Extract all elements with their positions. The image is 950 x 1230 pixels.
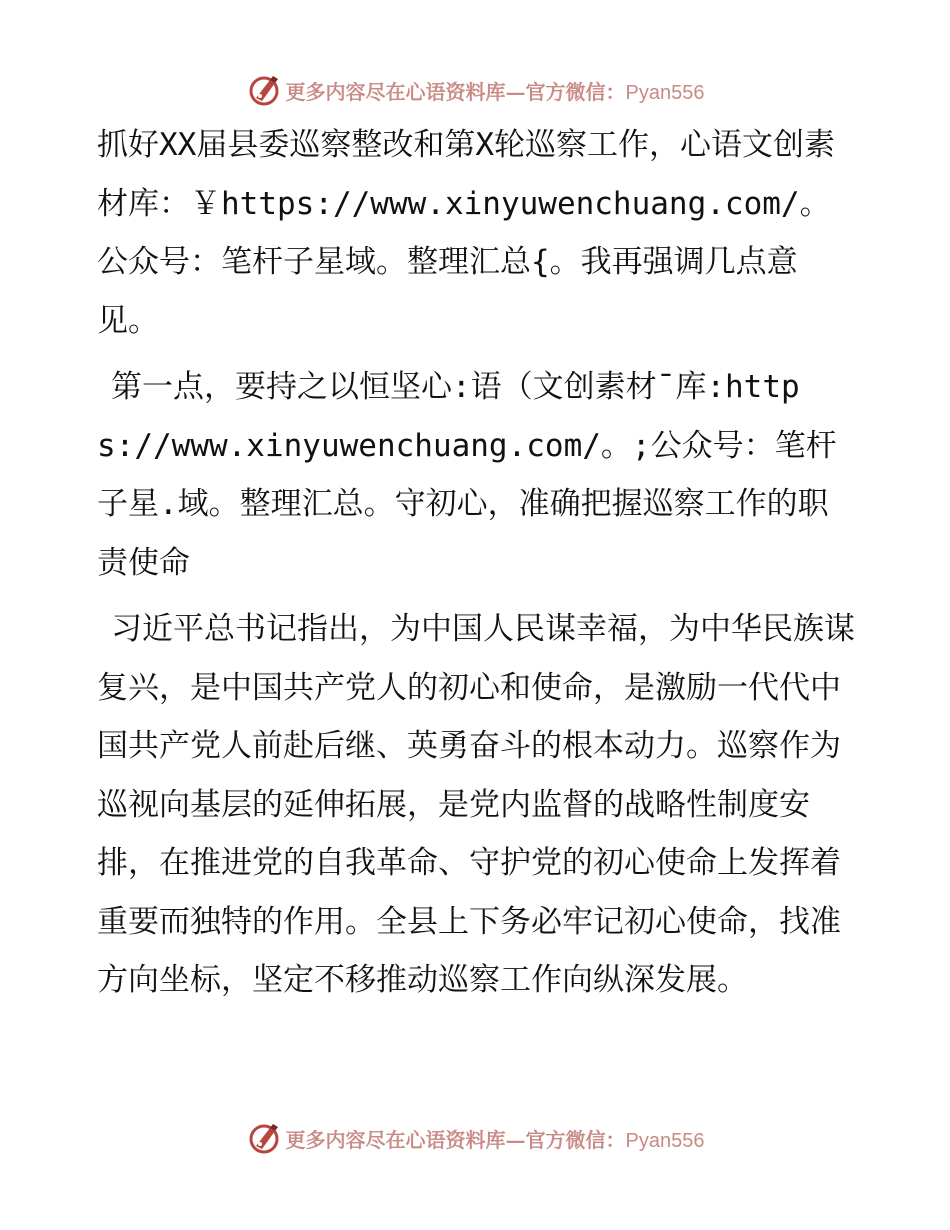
document-body — [97, 116, 857, 1018]
footer-banner — [0, 1118, 950, 1158]
header-banner — [0, 70, 950, 110]
paragraph-intro: 抓好XX届县委巡察整改和第X轮巡察工作，心语文创素材库：￥https://www.xinyuwenchuang.com/。公众号：笔杆子星域。整理汇总{。我再强调几点意见。 — [97, 127, 835, 339]
paragraph-body: 习近平总书记指出，为中国人民谋幸福，为中华民族谋复兴，是中国共产党人的初心和使命，是激励一代代中国共产党人前赴后继、英勇奋斗的根本动力。巡察作为巡视向基层的延伸拓展，是党内监督的战略性制度安排，在推进党的自我革命、守护党的初心使命上发挥着重要而独特的作用。全县上下务必牢记初心使命，找准方向坐标，坚定不移推动巡察工作向纵深发展。 — [97, 611, 855, 998]
pen-logo-icon — [246, 1120, 282, 1156]
footer-wechat-id: Pyan556 — [625, 1129, 705, 1152]
footer-banner-text: 更多内容尽在心语资料库—官方微信：Pyan556 — [285, 1127, 705, 1152]
header-wechat-id: Pyan556 — [625, 81, 705, 104]
paragraph-point-one: 第一点，要持之以恒坚心:语（文创素材¯库:https://www.xinyuwenchuang.com/。;公众号：笔杆子星.域。整理汇总。守初心，准确把握巡察工作的职责使命 — [97, 369, 837, 581]
header-banner-text: 更多内容尽在心语资料库—官方微信：Pyan556 — [285, 79, 705, 104]
pen-logo-icon — [246, 72, 282, 108]
